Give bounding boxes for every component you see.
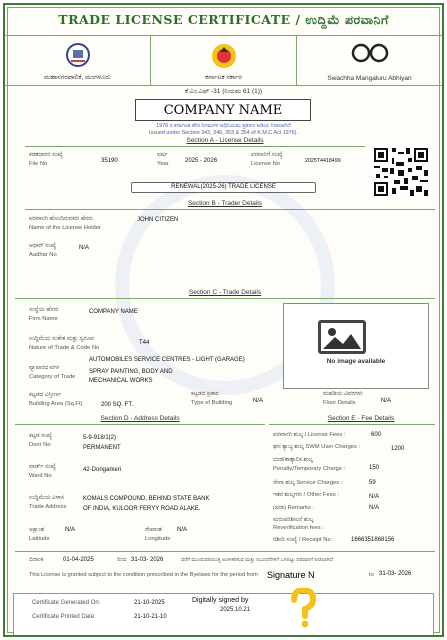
aadhar-label: Aadhar No <box>29 252 57 258</box>
door-kannada: ಕಟ್ಟಡ ಸಂಖ್ಯೆ <box>29 433 53 439</box>
year-kannada: ವರ್ಷ <box>157 152 168 158</box>
firm-label: Firm Name <box>29 316 58 322</box>
fee-license-value: 600 <box>371 432 382 438</box>
file-no-label: File No <box>29 161 48 167</box>
door-value-line1: 5-9-918/1(2) <box>83 435 117 441</box>
holder-kannada: ಪರವಾನಗಿ ಹೊಂದಿರುವವರ ಹೆಸರು <box>29 216 94 222</box>
city-corporation-logo <box>5 36 151 85</box>
receipt-no: ರಶೀದಿ ಸಂಖ್ಯೆ / Receipt No : <box>273 537 334 543</box>
validity-end-value: 31-03- 2026 <box>379 571 412 577</box>
fee-swm: ಘನ ತ್ಯಾಜ್ಯ ಶುಲ್ಕ SWM User Charges : <box>273 444 361 450</box>
fee-penalty-label: Penalty/Temporary Charge : <box>273 466 346 472</box>
door-value-line2: PERMANENT <box>83 445 121 451</box>
section-a-rule <box>25 146 365 147</box>
aadhar-kannada: ಆಧಾರ್ ಸಂಖ್ಯೆ <box>29 243 57 249</box>
section-c-title: Section C - Trade Details <box>188 289 262 296</box>
section-e-rule <box>269 424 435 425</box>
ward-value: 42-Dongarkeri <box>83 467 122 473</box>
company-name-banner: COMPANY NAME <box>135 99 311 121</box>
karnataka-logo <box>151 36 297 85</box>
certificate <box>3 3 444 637</box>
section-e-title: Section E - Fee Details <box>327 415 395 422</box>
certificate-title: TRADE LICENSE CERTIFICATE / ಉದ್ದಿಮೆ ಪರವಾನಿಗೆ <box>5 5 442 36</box>
no-image-text: No image available <box>326 358 386 365</box>
address-label: Trade Address <box>29 504 67 510</box>
floor-value: N/A <box>381 398 392 404</box>
longitude-kannada: ರೇಖಾಂಶ <box>145 527 162 533</box>
generated-label: Certificate Generated On: <box>32 600 101 606</box>
fee-other-value: N/A <box>369 494 380 500</box>
order-reference: ಕೆ.ಎಂ.ಎಫ್ -31 (ನಿಯಮ 61 (1)) <box>184 88 263 95</box>
fee-reverification-label: Reverification fees : <box>273 525 324 531</box>
firm-value: COMPANY NAME <box>89 309 138 315</box>
section-d-title: Section D - Address Details <box>100 415 180 422</box>
glasses-icon <box>349 42 391 64</box>
latitude-label: Latitude <box>29 536 50 542</box>
fee-service-value: 59 <box>369 480 376 486</box>
section-b-rule <box>25 209 435 210</box>
latitude-value: N/A <box>65 527 76 533</box>
issued-under-kannada: 1976 ರ ಕರ್ನಾಟಕ ಪೌರ ನಿಗಮಗಳ ಅಧಿನಿಯಮ ಪ್ರಕರಣ ಅಡಿಯ ನೀಡಲಾಗಿದೆ <box>156 123 291 129</box>
validation-question-icon <box>286 588 320 628</box>
validity-to-kannada: ರಿಂದ <box>117 557 127 563</box>
firm-photo-placeholder <box>283 303 429 389</box>
fee-service: ಸೇವಾ ಶುಲ್ಕ Service Charges : <box>273 480 343 486</box>
holder-label: Name of the License Holder <box>29 225 101 231</box>
generated-value: 21-10-2025 <box>134 600 165 606</box>
ward-label: Ward No <box>29 473 52 479</box>
address-value-line2: OF INDIA, KULOOR FERYY ROAD ALAKE. <box>83 506 201 512</box>
validity-text-english: This License is granted subject to the condition prescribed in the Byelaws for the period from <box>29 572 258 578</box>
holder-value: JOHN CITIZEN <box>137 217 179 223</box>
issued-under-english: Issued under Section 343, 346, 353 & 354 of K.M.C Act 1976). <box>149 130 298 136</box>
fee-remarks: (ಷರಾ) Remarks : <box>273 505 314 511</box>
ward-kannada: ವಾರ್ಡ್ ಸಂಖ್ಯೆ <box>29 464 56 470</box>
logo-row <box>5 36 442 86</box>
floor-label: Floor Details <box>323 400 356 406</box>
category-value: AUTOMOBILES SERVICE CENTRES - LIGHT (GARAGE) <box>89 357 245 363</box>
trade-value-line1: SPRAY PAINTING, BODY AND <box>89 369 173 375</box>
floor-kannada: ಮಹಡಿಯ ವಿವರಗಳು <box>323 391 363 397</box>
renewal-badge: RENEWAL(2025-26) TRADE LICENSE <box>131 182 316 193</box>
corporation-caption: ಮಹಾನಗರಪಾಲಿಕೆ, ಮಂಗಳೂರು <box>44 74 111 81</box>
corporation-seal-icon <box>65 42 91 68</box>
digitally-signed-date: 2025.10.21 <box>220 607 251 613</box>
year-value: 2025 - 2026 <box>185 158 218 164</box>
nature-label: Nature of Trade & Code No <box>29 345 100 351</box>
address-value-line1: KOMALS COMPOUND, BEHIND STATE BANK <box>83 496 210 502</box>
license-no-kannada: ಪರವಾನಿಗೆ ಸಂಖ್ಯೆ <box>251 152 283 158</box>
license-no-value: 2025T4418499 <box>305 158 341 164</box>
validity-to-value: 31-03- 2026 <box>131 557 164 563</box>
file-no-kannada: ಕಡತದಾರರ ಸಂಖ್ಯೆ <box>29 152 63 158</box>
trade-kannada: ವ್ಯಾಪಾರದ ವರ್ಗ <box>29 365 60 371</box>
section-a-title: Section A - License Details <box>186 137 264 144</box>
validity-to-label: to <box>369 572 374 578</box>
firm-kannada: ಸಂಸ್ಥೆಯ ಹೆಸರು <box>29 307 59 313</box>
section-d-rule <box>15 424 265 425</box>
validity-from-kannada: ದಿನಾಂಕ <box>29 557 44 563</box>
validity-from-value: 01-04-2025 <box>63 557 94 563</box>
area-label: Building Area (Sq.Ft) <box>29 401 83 407</box>
karnataka-caption: ಕರ್ನಾಟಕ ಸರ್ಕಾರ <box>205 74 242 81</box>
swachha-caption: Swachha Mangaluru Abhiyan <box>327 75 412 82</box>
section-c-rule <box>15 298 435 299</box>
trade-label: Category of Trade <box>29 374 76 380</box>
printed-label: Certificate Printed Date: <box>32 614 96 620</box>
longitude-label: Longitude <box>145 536 171 542</box>
section-b-title: Section B - Trader Details <box>187 200 263 207</box>
fee-penalty-kannada: ದಂಡ/ತಾತ್ಕಾಲಿಕ ಶುಲ್ಕ <box>273 457 313 463</box>
latitude-kannada: ಅಕ್ಷಾಂಶ <box>29 527 45 533</box>
validity-text-kannada: ವರೆಗೆ ಮುಂದುವರಿಯುತ್ತ ಅಂಗೀಕರಿಸುವ ಮತ್ತು ನಿಬಂಧನೆಗಳಿಗೆ ಒಳಪಟ್ಟು ಪರವಾನಿಗೆ ನೀಡಲಾಗಿದೆ <box>181 557 333 563</box>
signature-label: Signature N <box>267 570 315 580</box>
door-label: Door No <box>29 442 51 448</box>
receipt-no-value: 1666351868156 <box>351 537 395 543</box>
file-no-value: 35190 <box>101 158 118 164</box>
image-placeholder-icon <box>318 320 366 354</box>
building-kannada: ಕಟ್ಟಡದ ಪ್ರಕಾರ <box>191 391 219 397</box>
fee-reverification-kannada: ಮರುಪರಿಶೀಲನೆ ಶುಲ್ಕ <box>273 517 314 523</box>
digitally-signed-label: Digitally signed by <box>192 597 249 604</box>
printed-value: 21-10-21-10 <box>134 614 167 620</box>
building-label: Type of Building <box>191 400 233 406</box>
fee-license: ಪರವಾನಗಿ ಶುಲ್ಕ / License Fees : <box>273 432 346 438</box>
area-kannada: ಕಟ್ಟಡದ ವಿಸ್ತೀರ್ಣ <box>29 392 61 398</box>
karnataka-emblem-icon <box>210 42 238 70</box>
address-kannada: ಉದ್ದಿಮೆಯ ವಿಳಾಸ <box>29 495 65 501</box>
trade-value-line2: MECHANICAL WORKS <box>89 378 153 384</box>
fee-swm-value: 1200 <box>391 446 405 452</box>
longitude-value: N/A <box>177 527 188 533</box>
qr-code-icon <box>372 146 430 198</box>
area-value: 200 SQ. FT. <box>101 402 134 408</box>
building-value: N/A <box>253 398 264 404</box>
fee-remarks-value: N/A <box>369 505 380 511</box>
footer-box <box>13 593 434 637</box>
fee-other: ಇತರ ಶುಲ್ಕಗಳು / Other Fees : <box>273 492 340 498</box>
aadhar-value: N/A <box>79 245 90 251</box>
validity-rule <box>15 551 435 552</box>
nature-value: T44 <box>139 340 150 346</box>
nature-kannada: ಉದ್ದಿಮೆಯ ಸಂಕೇತ ಮತ್ತು ಸ್ವರೂಪ <box>29 336 94 342</box>
year-label: Year <box>157 161 169 167</box>
license-no-label: License No <box>251 161 281 167</box>
issued-under <box>85 123 362 137</box>
fee-penalty-value: 150 <box>369 465 380 471</box>
swachha-logo <box>297 36 442 85</box>
